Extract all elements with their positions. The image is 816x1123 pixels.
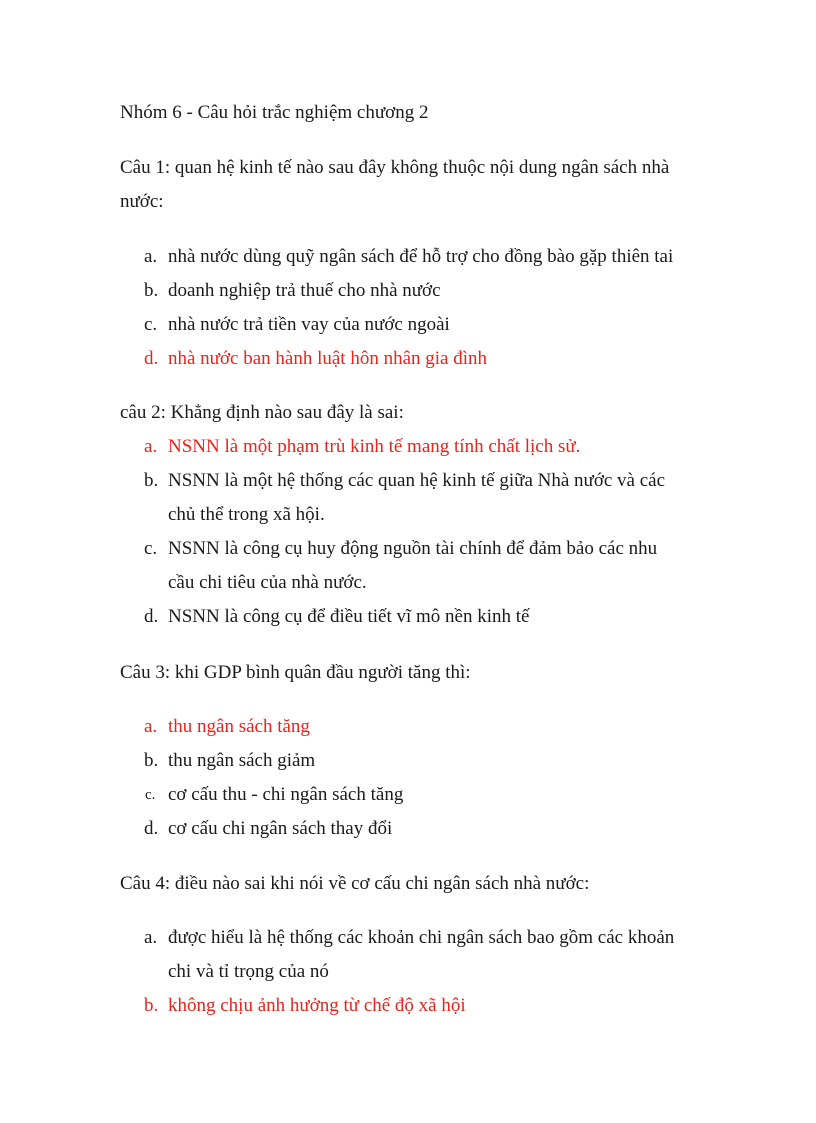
option-text: cơ cấu thu - chi ngân sách tăng [168,784,404,805]
option-text: nhà nước ban hành luật hôn nhân gia đình [168,348,487,369]
option-3a-correct [0,710,688,744]
option-2c [0,532,688,600]
option-text: thu ngân sách giảm [168,750,316,771]
option-4b-correct [0,989,688,1023]
option-letter: c. [144,314,158,335]
option-letter: c. [144,538,158,559]
option-text: thu ngân sách tăng [168,716,310,737]
option-1c [0,308,688,342]
option-letter: a. [144,436,158,457]
option-3c [0,778,688,812]
question-3-options [0,710,816,846]
option-letter: d. [144,606,159,627]
question-4: Câu 4: điều nào sai khi nói về cơ cấu chi ngân sách nhà nước: [120,873,590,894]
option-letter: c. [145,787,156,803]
option-2b [0,464,688,532]
option-text: không chịu ảnh hưởng từ chế độ xã hội [168,995,466,1016]
document-title: Nhóm 6 - Câu hỏi trắc nghiệm chương 2 [120,102,429,123]
option-1d-correct [0,342,688,376]
option-4a [0,921,688,989]
option-text: NSNN là công cụ huy động nguồn tài chính để đảm bảo các nhu cầu chi tiêu của nhà nước. [168,538,658,593]
option-text: được hiểu là hệ thống các khoản chi ngân sách bao gồm các khoản chi và tỉ trọng của nó [168,927,675,982]
option-3d [0,812,688,846]
option-letter: b. [144,470,159,491]
option-letter: b. [144,750,159,771]
option-text: doanh nghiệp trả thuế cho nhà nước [168,280,441,301]
option-letter: d. [144,818,159,839]
option-3b [0,744,688,778]
option-2d [0,600,688,634]
option-text: cơ cấu chi ngân sách thay đổi [168,818,393,839]
option-letter: b. [144,995,159,1016]
question-1-options [0,240,816,376]
option-letter: a. [144,927,158,948]
option-letter: a. [144,716,158,737]
option-1b [0,274,688,308]
option-text: nhà nước trả tiền vay của nước ngoài [168,314,450,335]
question-2: câu 2: Khẳng định nào sau đây là sai: [120,402,404,423]
question-4-options [0,921,816,1023]
option-letter: d. [144,348,159,369]
question-3: Câu 3: khi GDP bình quân đầu người tăng thì: [120,662,471,683]
option-1a [0,240,688,274]
option-text: NSNN là một phạm trù kinh tế mang tính chất lịch sử. [168,436,581,457]
option-letter: b. [144,280,159,301]
question-2-options [0,430,816,634]
option-text: NSNN là công cụ để điều tiết vĩ mô nền kinh tế [168,606,530,627]
question-1: Câu 1: quan hệ kinh tế nào sau đây không thuộc nội dung ngân sách nhà nước: [120,157,670,212]
option-2a-correct [0,430,688,464]
option-text: NSNN là một hệ thống các quan hệ kinh tế giữa Nhà nước và các chủ thể trong xã hội. [168,470,666,525]
option-letter: a. [144,246,158,267]
option-text: nhà nước dùng quỹ ngân sách để hỗ trợ cho đồng bào gặp thiên tai [168,246,674,267]
